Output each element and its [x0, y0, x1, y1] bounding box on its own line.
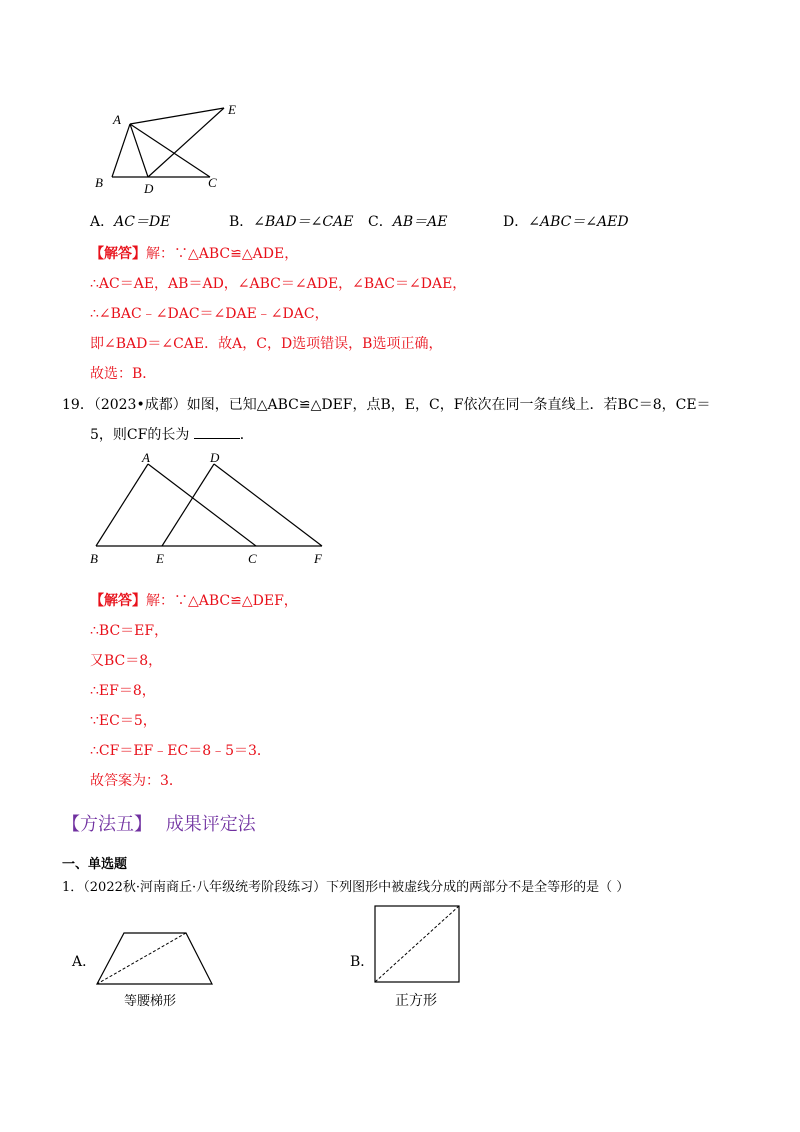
- q19-solution-tag: 【解答】: [90, 593, 146, 609]
- q18-solution-line-2: ∴AC＝AE，AB＝AD，∠ABC＝∠ADE，∠BAC＝∠DAE，: [90, 276, 467, 292]
- q19-solution-line-4: ∴EF＝8，: [90, 683, 156, 699]
- q19-label-f: F: [314, 551, 322, 566]
- method-title: 成果评定法: [165, 814, 256, 835]
- q19-answer-blank: [194, 424, 240, 439]
- q19-label-a: A: [142, 450, 150, 465]
- q18-label-d: D: [144, 181, 154, 196]
- q1-stem-text: （2022秋·河南商丘·八年级统考阶段练习）下列图形中被虚线分成的两部分不是全等形的是（ ）: [83, 880, 630, 895]
- q18-label-e: E: [228, 102, 236, 117]
- q18-solution-line-3: ∴∠BAC﹣∠DAC＝∠DAE﹣∠DAC，: [90, 306, 329, 322]
- q18-option-b: [229, 212, 353, 232]
- method-tag: 【方法五】: [62, 814, 152, 835]
- q18-option-d-letter: D．: [503, 214, 529, 230]
- q18-option-b-letter: B．: [229, 214, 254, 230]
- q19-triangles-figure: [86, 450, 336, 570]
- q1-square-figure: [373, 904, 461, 984]
- q19-solution-line-3: 又BC＝8，: [90, 653, 163, 669]
- q18-label-c: C: [208, 175, 217, 190]
- q18-option-c-text: AB＝AE: [392, 214, 448, 230]
- q19-label-b: B: [90, 551, 98, 566]
- q19-number: 19．: [62, 397, 94, 413]
- q19-stem-line-2: [90, 424, 254, 445]
- q18-option-a: [90, 212, 170, 232]
- q19-stem-line-1: [62, 395, 711, 415]
- q19-solution-text-1: 解：∵△ABC≌△DEF，: [146, 593, 298, 609]
- q1-option-a-caption: 等腰梯形: [124, 994, 177, 1009]
- q19-solution-line-7: 故答案为：3．: [90, 773, 183, 789]
- q19-stem-text-2: 5，则CF的长为: [90, 427, 190, 443]
- method-heading: [62, 812, 256, 838]
- q18-triangle-figure: [90, 98, 250, 198]
- q18-solution-text-1: 解：∵△ABC≌△ADE，: [146, 246, 299, 262]
- q1-option-b-letter: B．: [350, 954, 375, 970]
- q19-solution-line-1: [90, 591, 298, 611]
- q19-solution-line-5: ∵EC＝5，: [90, 713, 157, 729]
- q19-label-e: E: [156, 551, 164, 566]
- q18-option-d-text: ∠ABC＝∠AED: [528, 214, 629, 230]
- q1-trapezoid-figure: [94, 930, 218, 988]
- q1-option-b-caption: 正方形: [395, 993, 437, 1009]
- q18-solution-line-4: 即∠BAD＝∠CAE．故A，C，D选项错误，B选项正确，: [90, 336, 443, 352]
- q18-option-c: [368, 212, 447, 232]
- q19-solution-line-2: ∴BC＝EF，: [90, 623, 169, 639]
- q19-stem-text-2-end: ．: [239, 427, 254, 443]
- q19-label-d: D: [210, 450, 220, 465]
- q1-number: 1．: [62, 880, 84, 895]
- q18-option-a-text: AC＝DE: [114, 214, 171, 230]
- q18-option-c-letter: C．: [368, 214, 393, 230]
- q18-solution-line-5: 故选：B．: [90, 366, 157, 382]
- q18-option-b-text: ∠BAD＝∠CAE: [253, 214, 354, 230]
- q18-label-b: B: [95, 175, 103, 190]
- q19-stem-text-1: （2023•成都）如图，已知△ABC≌△DEF，点B，E，C，F依次在同一条直线上．若BC＝8，CE＝: [93, 397, 711, 413]
- q18-solution-line-1: [90, 244, 298, 264]
- q18-option-d: [503, 212, 629, 232]
- q18-label-a: A: [113, 112, 121, 127]
- q18-solution-tag: 【解答】: [90, 246, 146, 262]
- q1-option-a-letter: A．: [72, 954, 97, 970]
- section-title: 一、单选题: [62, 857, 128, 872]
- q19-label-c: C: [248, 551, 257, 566]
- q1-stem: [62, 879, 629, 897]
- q18-option-a-letter: A．: [90, 214, 115, 230]
- q19-solution-line-6: ∴CF＝EF﹣EC＝8﹣5＝3．: [90, 743, 271, 759]
